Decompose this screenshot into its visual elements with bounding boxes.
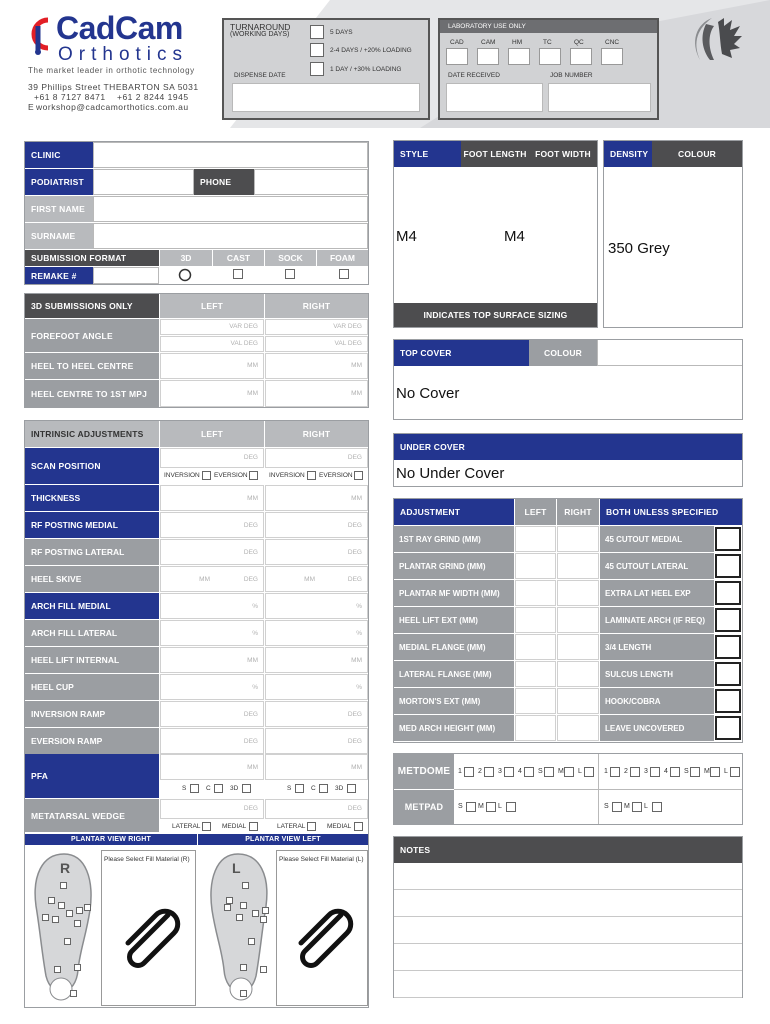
intrinsic-label-eversion-ramp: EVERSION RAMP bbox=[25, 728, 159, 754]
metdome-left-opt-3-label: 3 bbox=[498, 768, 502, 775]
notes-line-2[interactable] bbox=[394, 917, 742, 944]
metdome-left-opt-4-label: 4 bbox=[518, 768, 522, 775]
metdome-left-opt-1-label: 1 bbox=[458, 768, 462, 775]
adj-left-label-0: 1ST RAY GRIND (MM) bbox=[394, 526, 514, 552]
brand-logo-icon bbox=[22, 14, 56, 56]
scan-right-eversion-label: EVERSION bbox=[319, 472, 353, 479]
left-foot-mark-9[interactable] bbox=[260, 966, 267, 973]
foot-length-label: FOOT LENGTH bbox=[461, 141, 529, 167]
intrinsic-right: RIGHT bbox=[265, 421, 368, 447]
metpad-left-opt-s-checkbox[interactable] bbox=[466, 802, 476, 812]
metdome-mid-divider bbox=[598, 754, 599, 824]
top-cover-colour-input[interactable] bbox=[597, 340, 742, 366]
right-foot-mark-12[interactable] bbox=[70, 990, 77, 997]
right-foot-mark-3[interactable] bbox=[66, 910, 73, 917]
left-foot-mark-1[interactable] bbox=[226, 897, 233, 904]
scan-right-eversion-checkbox[interactable] bbox=[354, 471, 363, 480]
format-cast-header: CAST bbox=[213, 250, 264, 266]
pfa-right-opt-3d-label: 3D bbox=[335, 785, 344, 792]
left-foot-mark-7[interactable] bbox=[224, 904, 231, 911]
foot-width-label: FOOT WIDTH bbox=[529, 141, 597, 167]
surname-input[interactable] bbox=[93, 223, 368, 249]
sub3d-right-unit-2: MM bbox=[351, 362, 362, 369]
metpad-left-opt-l-label: L bbox=[498, 803, 502, 810]
adj-right-input-0[interactable] bbox=[557, 526, 599, 552]
metpad-right-opt-l-checkbox[interactable] bbox=[652, 802, 662, 812]
metwedge-left-unit: DEG bbox=[243, 805, 258, 812]
pfa-right-unit: MM bbox=[351, 764, 362, 771]
turnaround-2-4days-checkbox[interactable] bbox=[310, 43, 324, 57]
adj-left-input-7[interactable] bbox=[515, 715, 556, 741]
right-foot-mark-5[interactable] bbox=[84, 904, 91, 911]
adj-both-label-1: 45 CUTOUT LATERAL bbox=[600, 553, 714, 579]
intrinsic-right-unit-2: DEG bbox=[347, 549, 362, 556]
metdome-right-opt-s-checkbox[interactable] bbox=[690, 767, 700, 777]
job-number-label: JOB NUMBER bbox=[550, 72, 593, 79]
intrinsic-left-unit-5: % bbox=[252, 630, 258, 637]
intrinsic-left-unit-a-3: MM bbox=[199, 576, 210, 583]
format-cast-checkbox[interactable] bbox=[233, 269, 243, 279]
adj-left-label-5: LATERAL FLANGE (MM) bbox=[394, 661, 514, 687]
scan-left-eversion-checkbox[interactable] bbox=[249, 471, 258, 480]
metdome-left-opt-m-checkbox[interactable] bbox=[564, 767, 574, 777]
lab-code-qc-label: QC bbox=[574, 39, 584, 46]
adj-both-checkbox-2[interactable] bbox=[715, 581, 741, 605]
metpad-label: METPAD bbox=[394, 790, 454, 824]
adjustment-left: LEFT bbox=[515, 499, 556, 525]
notes-line-3[interactable] bbox=[394, 944, 742, 971]
address: 39 Phillips Street THEBARTON SA 5031 bbox=[28, 82, 199, 92]
left-foot-mark-10[interactable] bbox=[240, 964, 247, 971]
pfa-left-opt-s-label: S bbox=[182, 785, 187, 792]
metpad-left-opt-m-checkbox[interactable] bbox=[486, 802, 496, 812]
top-cover-label: TOP COVER bbox=[394, 340, 529, 366]
metpad-left-opt-l-checkbox[interactable] bbox=[506, 802, 516, 812]
right-foot-mark-1[interactable] bbox=[48, 897, 55, 904]
right-foot-mark-9[interactable] bbox=[64, 938, 71, 945]
metwedge-right-lateral-label: LATERAL bbox=[277, 823, 306, 830]
metdome-left-opt-4-checkbox[interactable] bbox=[524, 767, 534, 777]
intrinsic-right-unit-9: DEG bbox=[347, 738, 362, 745]
right-foot-mark-4[interactable] bbox=[76, 907, 83, 914]
adj-both-label-5: SULCUS LENGTH bbox=[600, 661, 714, 687]
left-foot-mark-11[interactable] bbox=[240, 990, 247, 997]
intrinsic-right-unit-4: % bbox=[356, 603, 362, 610]
foot-length-value[interactable]: M4 bbox=[504, 228, 525, 245]
left-foot-mark-6[interactable] bbox=[236, 914, 243, 921]
brand-top: CadCam bbox=[56, 10, 183, 46]
adj-left-input-3[interactable] bbox=[515, 607, 556, 633]
intrinsic-label-heel-skive: HEEL SKIVE bbox=[25, 566, 159, 592]
metpad-right-opt-l-label: L bbox=[644, 803, 648, 810]
clinic-input[interactable] bbox=[93, 142, 368, 168]
style-label: STYLE bbox=[394, 141, 461, 167]
intrinsic-left-unit-9: DEG bbox=[243, 738, 258, 745]
pfa-right-opt-s-checkbox[interactable] bbox=[295, 784, 304, 793]
adj-left-input-5[interactable] bbox=[515, 661, 556, 687]
intrinsic-label-arch-fill-medial: ARCH FILL MEDIAL bbox=[25, 593, 159, 619]
left-foot-mark-0[interactable] bbox=[242, 882, 249, 889]
intrinsic-left-unit-4: % bbox=[252, 603, 258, 610]
turnaround-1day-checkbox[interactable] bbox=[310, 62, 324, 76]
email: workshop@cadcamorthotics.com.au bbox=[36, 102, 189, 112]
pfa-label: PFA bbox=[25, 754, 159, 798]
intrinsic-right-unit-0: MM bbox=[351, 495, 362, 502]
adj-left-input-1[interactable] bbox=[515, 553, 556, 579]
density-value[interactable]: 350 Grey bbox=[608, 240, 670, 257]
metdome-left-opt-2-label: 2 bbox=[478, 768, 482, 775]
submissions3d-title: 3D SUBMISSIONS ONLY bbox=[25, 294, 159, 318]
metdome-right-opt-s-label: S bbox=[684, 768, 689, 775]
right-foot-mark-7[interactable] bbox=[42, 914, 49, 921]
density-label: DENSITY bbox=[604, 141, 652, 167]
adj-both-checkbox-1[interactable] bbox=[715, 554, 741, 578]
density-panel bbox=[603, 140, 743, 328]
adj-both-checkbox-7[interactable] bbox=[715, 716, 741, 740]
remake-input[interactable] bbox=[93, 267, 159, 284]
right-foot-mark-6[interactable] bbox=[74, 920, 81, 927]
intrinsic-left-unit-8: DEG bbox=[243, 711, 258, 718]
adj-both-checkbox-5[interactable] bbox=[715, 662, 741, 686]
turnaround-subtitle: (WORKING DAYS) bbox=[230, 31, 290, 38]
intrinsic-label-inversion-ramp: INVERSION RAMP bbox=[25, 701, 159, 727]
right-foot-mark-0[interactable] bbox=[60, 882, 67, 889]
colour-label: COLOUR bbox=[652, 141, 742, 167]
turnaround-5days-checkbox[interactable] bbox=[310, 25, 324, 39]
metdome-left-opt-l-label: L bbox=[578, 768, 582, 775]
adj-left-input-2[interactable] bbox=[515, 580, 556, 606]
intrinsic-right-unit-5: % bbox=[356, 630, 362, 637]
metdome-left-opt-m-label: M bbox=[558, 768, 564, 775]
sub3d-right-unit-0: VAR DEG bbox=[333, 323, 362, 330]
metpad-left-opt-m-label: M bbox=[478, 803, 484, 810]
scan-left-deg: DEG bbox=[243, 454, 258, 461]
metpad-right-opt-s-label: S bbox=[604, 803, 609, 810]
turnaround-title: TURNAROUND bbox=[230, 22, 291, 32]
heel-to-heel-label: HEEL TO HEEL CENTRE bbox=[25, 353, 159, 379]
adjustment-title: ADJUSTMENT bbox=[394, 499, 514, 525]
turnaround-opt-2: 2-4 DAYS / +20% LOADING bbox=[330, 47, 412, 54]
metwedge-left-medial-label: MEDIAL bbox=[222, 823, 247, 830]
intrinsic-label-thickness: THICKNESS bbox=[25, 485, 159, 511]
pfa-left-opt-c-label: C bbox=[206, 785, 211, 792]
phone-input[interactable] bbox=[254, 169, 368, 195]
notes-line-1[interactable] bbox=[394, 890, 742, 917]
adj-left-input-0[interactable] bbox=[515, 526, 556, 552]
turnaround-opt-1: 5 DAYS bbox=[330, 29, 353, 36]
metwedge-right-medial-checkbox[interactable] bbox=[354, 822, 363, 831]
intrinsic-right-unit-6: MM bbox=[351, 657, 362, 664]
metdome-right-opt-1-checkbox[interactable] bbox=[610, 767, 620, 777]
metdome-left-opt-s-checkbox[interactable] bbox=[544, 767, 554, 777]
intrinsic-title: INTRINSIC ADJUSTMENTS bbox=[25, 421, 159, 447]
metdome-left-opt-s-label: S bbox=[538, 768, 543, 775]
phone-label: PHONE bbox=[194, 169, 254, 195]
adj-both-label-2: EXTRA LAT HEEL EXP bbox=[600, 580, 714, 606]
metdome-right-opt-1-label: 1 bbox=[604, 768, 608, 775]
left-foot-mark-3[interactable] bbox=[252, 910, 259, 917]
wing-logo-icon bbox=[684, 14, 744, 66]
adj-left-input-4[interactable] bbox=[515, 634, 556, 660]
scan-right-inversion-checkbox[interactable] bbox=[307, 471, 316, 480]
adj-left-label-4: MEDIAL FLANGE (MM) bbox=[394, 634, 514, 660]
metwedge-right-medial-label: MEDIAL bbox=[327, 823, 352, 830]
metdome-left-opt-1-checkbox[interactable] bbox=[464, 767, 474, 777]
metdome-right-opt-4-label: 4 bbox=[664, 768, 668, 775]
first-name-input[interactable] bbox=[93, 196, 368, 222]
notes-title: NOTES bbox=[394, 837, 742, 863]
pfa-left-opt-3d-checkbox[interactable] bbox=[242, 784, 251, 793]
left-foot-mark-2[interactable] bbox=[240, 902, 247, 909]
metdome-right-opt-l-checkbox[interactable] bbox=[730, 767, 740, 777]
metdome-right-opt-2-label: 2 bbox=[624, 768, 628, 775]
submissions3d-right: RIGHT bbox=[265, 294, 368, 318]
sizing-note: INDICATES TOP SURFACE SIZING bbox=[394, 303, 597, 327]
metdome-right-opt-2-checkbox[interactable] bbox=[630, 767, 640, 777]
metpad-right-opt-s-checkbox[interactable] bbox=[612, 802, 622, 812]
scan-left-inversion-label: INVERSION bbox=[164, 472, 200, 479]
adj-left-label-6: MORTON'S EXT (MM) bbox=[394, 688, 514, 714]
adj-both-checkbox-4[interactable] bbox=[715, 635, 741, 659]
adj-left-label-1: PLANTAR GRIND (MM) bbox=[394, 553, 514, 579]
adj-both-checkbox-6[interactable] bbox=[715, 689, 741, 713]
notes-line-0[interactable] bbox=[394, 863, 742, 890]
intrinsic-right-unit-1: DEG bbox=[347, 522, 362, 529]
adj-right-input-5[interactable] bbox=[557, 661, 599, 687]
clinic-label: CLINIC bbox=[25, 142, 93, 168]
adjustment-right: RIGHT bbox=[557, 499, 599, 525]
lab-code-cad-input[interactable] bbox=[446, 48, 468, 65]
metdome-left-opt-2-checkbox[interactable] bbox=[484, 767, 494, 777]
plantar-right-title: PLANTAR VIEW RIGHT bbox=[25, 834, 197, 845]
adj-right-input-2[interactable] bbox=[557, 580, 599, 606]
intrinsic-left-unit-0: MM bbox=[247, 495, 258, 502]
left-foot-mark-5[interactable] bbox=[260, 916, 267, 923]
scan-right-inversion-label: INVERSION bbox=[269, 472, 305, 479]
under-cover-label: UNDER COVER bbox=[394, 434, 742, 460]
phones: +61 8 7127 8471 +61 2 8244 1945 bbox=[34, 92, 189, 102]
adj-left-label-2: PLANTAR MF WIDTH (MM) bbox=[394, 580, 514, 606]
email-prefix: E bbox=[28, 102, 34, 112]
top-cover-value[interactable]: No Cover bbox=[396, 385, 460, 402]
metdome-right-opt-3-label: 3 bbox=[644, 768, 648, 775]
metdome-right-opt-4-checkbox[interactable] bbox=[670, 767, 680, 777]
under-cover-value[interactable]: No Under Cover bbox=[396, 465, 505, 482]
pfa-left-unit: MM bbox=[247, 764, 258, 771]
metdome-right-opt-m-label: M bbox=[704, 768, 710, 775]
adj-both-checkbox-3[interactable] bbox=[715, 608, 741, 632]
podiatrist-label: PODIATRIST bbox=[25, 169, 93, 195]
adj-left-input-6[interactable] bbox=[515, 688, 556, 714]
adj-both-checkbox-0[interactable] bbox=[715, 527, 741, 551]
left-foot-letter: L bbox=[232, 860, 241, 876]
scan-left-eversion-label: EVERSION bbox=[214, 472, 248, 479]
metpad-right-opt-m-checkbox[interactable] bbox=[632, 802, 642, 812]
intrinsic-label-arch-fill-lateral: ARCH FILL LATERAL bbox=[25, 620, 159, 646]
lab-title: LABORATORY USE ONLY bbox=[448, 23, 526, 30]
metdome-right-opt-m-checkbox[interactable] bbox=[710, 767, 720, 777]
fill-right-label: Please Select Fill Material (R) bbox=[104, 856, 190, 863]
lab-code-cnc-input[interactable] bbox=[601, 48, 623, 65]
adjustment-both: BOTH UNLESS SPECIFIED bbox=[600, 499, 742, 525]
metwedge-right-lateral-checkbox[interactable] bbox=[307, 822, 316, 831]
right-foot-letter: R bbox=[60, 860, 71, 876]
format-sock-header: SOCK bbox=[265, 250, 316, 266]
pfa-left-opt-c-checkbox[interactable] bbox=[214, 784, 223, 793]
adj-right-input-3[interactable] bbox=[557, 607, 599, 633]
right-foot-mark-2[interactable] bbox=[58, 902, 65, 909]
lab-code-hm-label: HM bbox=[512, 39, 523, 46]
lab-code-cnc-label: CNC bbox=[605, 39, 620, 46]
pfa-right-opt-3d-checkbox[interactable] bbox=[347, 784, 356, 793]
style-value[interactable]: M4 bbox=[396, 228, 417, 245]
scan-left-inversion-checkbox[interactable] bbox=[202, 471, 211, 480]
date-received-label: DATE RECEIVED bbox=[448, 72, 500, 79]
surname-label: SURNAME bbox=[25, 223, 93, 249]
intrinsic-label-rf-posting-medial: RF POSTING MEDIAL bbox=[25, 512, 159, 538]
intrinsic-left-unit-7: % bbox=[252, 684, 258, 691]
adj-left-label-7: MED ARCH HEIGHT (MM) bbox=[394, 715, 514, 741]
metwedge-left-lateral-label: LATERAL bbox=[172, 823, 201, 830]
sub3d-left-unit-3: MM bbox=[247, 389, 258, 397]
lab-code-cam-label: CAM bbox=[481, 39, 496, 46]
tagline: The market leader in orthotic technology bbox=[28, 66, 195, 75]
first-name-label: FIRST NAME bbox=[25, 196, 93, 222]
pfa-right-opt-c-label: C bbox=[311, 785, 316, 792]
right-foot-mark-8[interactable] bbox=[52, 916, 59, 923]
scan-right-deg: DEG bbox=[347, 454, 362, 461]
pfa-left-opt-3d-label: 3D bbox=[230, 785, 239, 792]
adj-both-label-4: 3/4 LENGTH bbox=[600, 634, 714, 660]
metpad-right-opt-m-label: M bbox=[624, 803, 630, 810]
met-wedge-label: METATARSAL WEDGE bbox=[25, 799, 159, 832]
sub3d-left-unit-2: MM bbox=[247, 362, 258, 369]
intrinsic-right-unit-b-3: DEG bbox=[347, 576, 362, 583]
intrinsic-label-heel-cup: HEEL CUP bbox=[25, 674, 159, 700]
adj-right-input-1[interactable] bbox=[557, 553, 599, 579]
intrinsic-left-unit-6: MM bbox=[247, 657, 258, 664]
intrinsic-left-unit-1: DEG bbox=[243, 522, 258, 529]
intrinsic-right-unit-7: % bbox=[356, 684, 362, 691]
adj-both-label-3: LAMINATE ARCH (IF REQ) bbox=[600, 607, 714, 633]
intrinsic-left-unit-2: DEG bbox=[243, 549, 258, 556]
remake-label: REMAKE # bbox=[25, 267, 93, 284]
notes-line-4[interactable] bbox=[394, 971, 742, 998]
metpad-left-opt-s-label: S bbox=[458, 803, 463, 810]
adj-right-input-6[interactable] bbox=[557, 688, 599, 714]
adj-left-label-3: HEEL LIFT EXT (MM) bbox=[394, 607, 514, 633]
right-foot-mark-10[interactable] bbox=[54, 966, 61, 973]
metwedge-left-medial-checkbox[interactable] bbox=[249, 822, 258, 831]
lab-code-tc-label: TC bbox=[543, 39, 552, 46]
format-sock-checkbox[interactable] bbox=[285, 269, 295, 279]
intrinsic-right-unit-a-3: MM bbox=[304, 576, 315, 583]
pfa-right-opt-s-label: S bbox=[287, 785, 292, 792]
left-paperclip-icon[interactable] bbox=[291, 905, 357, 971]
dispense-date-label: DISPENSE DATE bbox=[234, 72, 286, 79]
adj-both-label-6: HOOK/COBRA bbox=[600, 688, 714, 714]
format-foam-header: FOAM bbox=[317, 250, 368, 266]
intrinsic-label-heel-lift-internal: HEEL LIFT INTERNAL bbox=[25, 647, 159, 673]
sub3d-left-unit-1: VAL DEG bbox=[230, 340, 258, 347]
metdome-right-opt-l-label: L bbox=[724, 768, 728, 775]
format-3d-radio[interactable] bbox=[178, 268, 192, 282]
adj-right-input-4[interactable] bbox=[557, 634, 599, 660]
intrinsic-left: LEFT bbox=[160, 421, 264, 447]
right-paperclip-icon[interactable] bbox=[118, 905, 184, 971]
heel-centre-mpj-label: HEEL CENTRE TO 1ST MPJ bbox=[25, 380, 159, 407]
lab-code-qc-input[interactable] bbox=[570, 48, 592, 65]
lab-code-tc-input[interactable] bbox=[539, 48, 561, 65]
submissions3d-left: LEFT bbox=[160, 294, 264, 318]
metwedge-left-lateral-checkbox[interactable] bbox=[202, 822, 211, 831]
metwedge-right-unit: DEG bbox=[347, 805, 362, 812]
turnaround-opt-3: 1 DAY / +30% LOADING bbox=[330, 66, 402, 73]
format-3d-header: 3D bbox=[160, 250, 212, 266]
metdome-right-opt-3-checkbox[interactable] bbox=[650, 767, 660, 777]
left-foot-mark-8[interactable] bbox=[248, 938, 255, 945]
sub3d-right-unit-3: MM bbox=[351, 389, 362, 397]
metdome-label: METDOME bbox=[394, 754, 454, 789]
lab-code-cam-input[interactable] bbox=[477, 48, 499, 65]
metdome-left-opt-l-checkbox[interactable] bbox=[584, 767, 594, 777]
sub3d-left-unit-0: VAR DEG bbox=[229, 323, 258, 330]
sub3d-right-unit-1: VAL DEG bbox=[334, 340, 362, 347]
fill-left-label: Please Select Fill Material (L) bbox=[279, 856, 364, 863]
adj-right-input-7[interactable] bbox=[557, 715, 599, 741]
scan-position-label: SCAN POSITION bbox=[25, 448, 159, 484]
lab-code-cad-label: CAD bbox=[450, 39, 464, 46]
plantar-left-title: PLANTAR VIEW LEFT bbox=[198, 834, 368, 845]
intrinsic-right-unit-8: DEG bbox=[347, 711, 362, 718]
style-panel bbox=[393, 140, 598, 328]
intrinsic-left-unit-b-3: DEG bbox=[243, 576, 258, 583]
adj-both-label-7: LEAVE UNCOVERED bbox=[600, 715, 714, 741]
forefoot-angle-label: FOREFOOT ANGLE bbox=[25, 319, 159, 352]
right-foot-mark-11[interactable] bbox=[74, 964, 81, 971]
intrinsic-label-rf-posting-lateral: RF POSTING LATERAL bbox=[25, 539, 159, 565]
podiatrist-input[interactable] bbox=[93, 169, 194, 195]
pfa-left-opt-s-checkbox[interactable] bbox=[190, 784, 199, 793]
pfa-right-opt-c-checkbox[interactable] bbox=[319, 784, 328, 793]
submission-format-label: SUBMISSION FORMAT bbox=[25, 250, 159, 266]
dispense-date-input[interactable] bbox=[232, 83, 420, 112]
brand-bottom: Orthotics bbox=[58, 44, 189, 65]
lab-code-hm-input[interactable] bbox=[508, 48, 530, 65]
adj-both-label-0: 45 CUTOUT MEDIAL bbox=[600, 526, 714, 552]
metdome-left-opt-3-checkbox[interactable] bbox=[504, 767, 514, 777]
top-cover-colour-label: COLOUR bbox=[529, 340, 597, 366]
format-foam-checkbox[interactable] bbox=[339, 269, 349, 279]
job-number-input[interactable] bbox=[548, 83, 651, 112]
date-received-input[interactable] bbox=[446, 83, 543, 112]
left-foot-mark-4[interactable] bbox=[262, 907, 269, 914]
